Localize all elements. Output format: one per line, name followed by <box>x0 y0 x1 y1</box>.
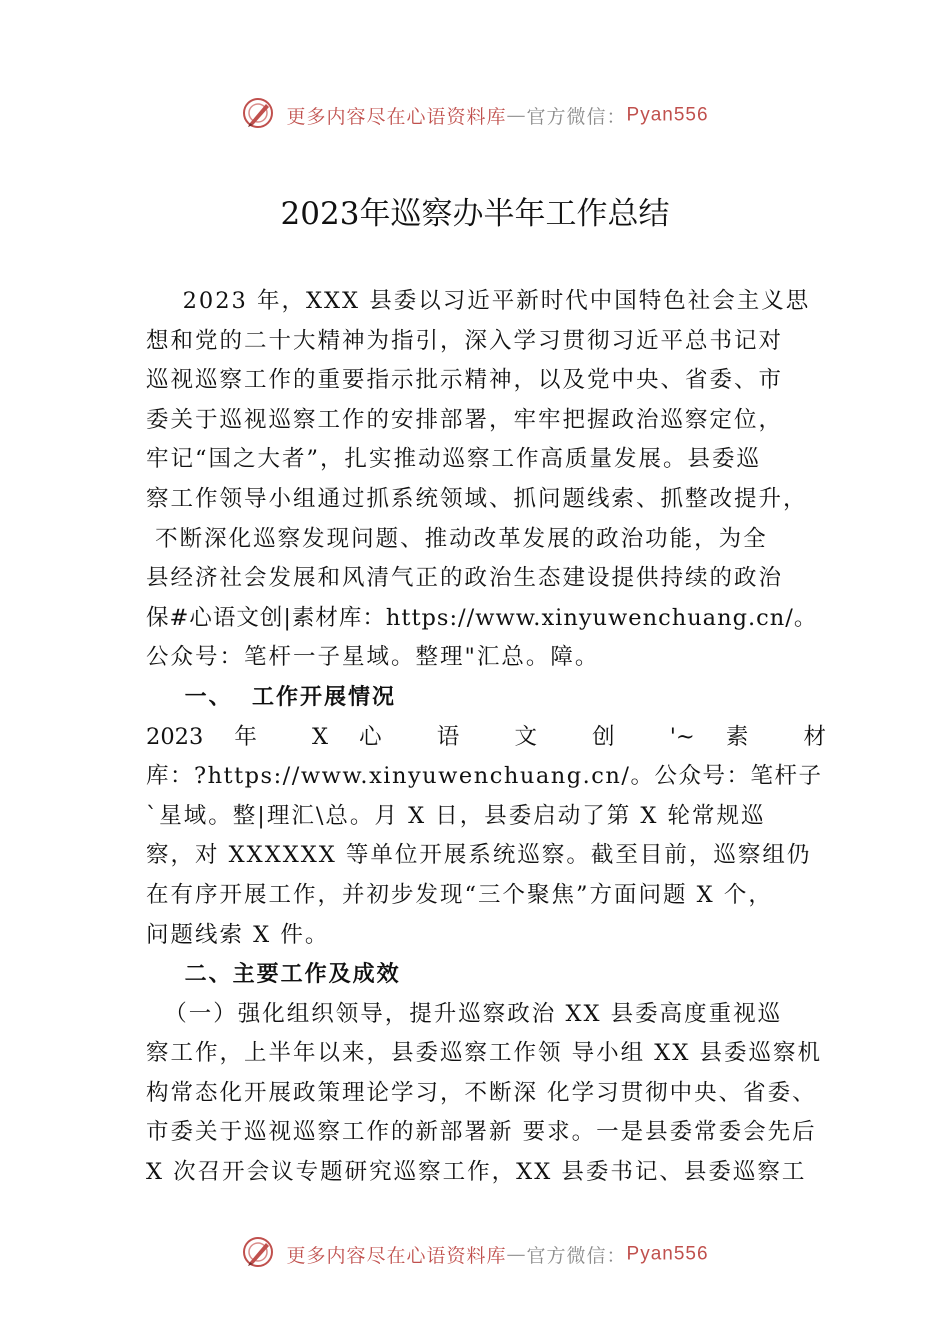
document-title: 2023年巡察办半年工作总结 <box>280 196 670 232</box>
document-body <box>146 282 826 1193</box>
watermark-wechat-label: 官方微信： <box>526 106 627 128</box>
body-line: 想和党的二十大精神为指引，深入学习贯彻习近平总书记对 <box>146 327 784 354</box>
watermark-wechat-label: 官方微信： <box>526 1245 627 1267</box>
body-line: 2023 年，XXX 县委以习近平新时代中国特色社会主义思 <box>146 288 811 314</box>
body-line: 委关于巡视巡察工作的安排部署，牢牢把握政治巡察定位， <box>146 406 784 433</box>
watermark-bottom <box>0 1235 950 1274</box>
section-heading: 二、主要工作及成效 <box>146 962 401 988</box>
watermark-account: Pyan556 <box>626 104 709 126</box>
body-line: 2023 年 X 心 语 文 创 '~ 素 材 <box>146 723 826 750</box>
body-line: 县经济社会发展和风清气正的政治生态建设提供持续的政治 <box>146 565 784 592</box>
watermark-dash: — <box>506 1243 527 1266</box>
body-line: 察，对 XXXXXX 等单位开展系统巡察。截至目前，巡察组仍 <box>146 842 812 869</box>
body-line: 在有序开展工作，并初步发现“三个聚焦”方面问题 X 个， <box>146 881 773 908</box>
section-heading: 一、 工作开展情况 <box>146 684 396 710</box>
body-line: 构常态化开展政策理论学习，不断深 化学习贯彻中央、省委、 <box>146 1079 817 1106</box>
body-line: 市委关于巡视巡察工作的新部署新 要求。一是县委常委会先后 <box>146 1119 817 1146</box>
watermark-top <box>0 96 950 135</box>
body-line: 库：?https://www.xinyuwenchuang.cn/。公众号：笔杆子 <box>146 763 823 790</box>
body-line: 牢记“国之大者”，扎实推动巡察工作高质量发展。县委巡 <box>146 446 762 473</box>
watermark-dash: — <box>506 104 527 127</box>
pen-logo-icon <box>241 96 275 135</box>
body-line: 巡视巡察工作的重要指示批示精神，以及党中央、省委、市 <box>146 367 784 394</box>
body-line: 不断深化巡察发现问题、推动改革发展的政治功能，为全 <box>146 525 768 552</box>
watermark-brand-text: 更多内容尽在心语资料库 <box>286 1245 507 1267</box>
body-line: 问题线索 X 件。 <box>146 921 330 948</box>
body-line: X 次召开会议专题研究巡察工作，XX 县委书记、县委巡察工 <box>146 1159 807 1186</box>
watermark-brand-text: 更多内容尽在心语资料库 <box>286 106 507 128</box>
body-line: 察工作领导小组通过抓系统领域、抓问题线索、抓整改提升， <box>146 485 808 512</box>
watermark-account: Pyan556 <box>626 1243 709 1265</box>
body-line: （一）强化组织领导，提升巡察政治 XX 县委高度重视巡 <box>146 1000 783 1027</box>
body-line: 公众号：笔杆一子星域。整理"汇总。障。 <box>146 644 600 671</box>
body-line: 保#心语文创|素材库：https://www.xinyuwenchuang.cn/。 <box>146 604 818 631</box>
body-line: 察工作，上半年以来，县委巡察工作领 导小组 XX 县委巡察机 <box>146 1040 822 1067</box>
pen-logo-icon <box>241 1235 275 1274</box>
body-line: `星域。整|理汇\总。月 X 日，县委启动了第 X 轮常规巡 <box>146 802 766 829</box>
